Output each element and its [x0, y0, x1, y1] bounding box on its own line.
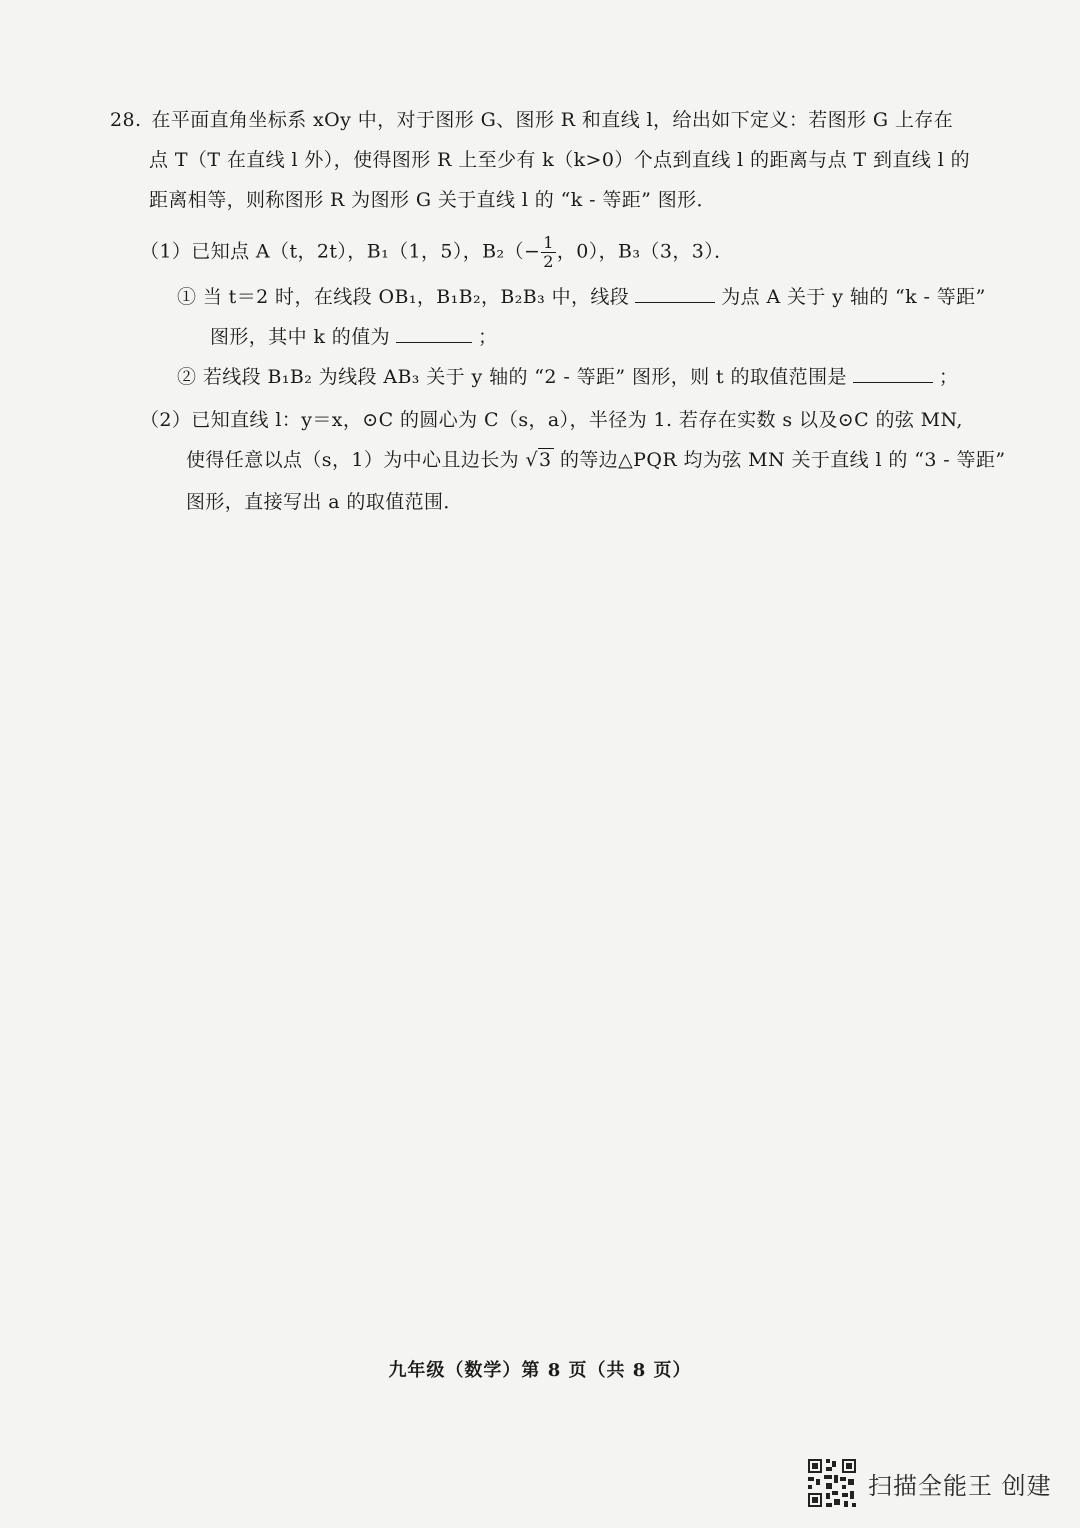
part1-sub1-line-2 [210, 322, 497, 351]
sqrt-three: 3 [539, 449, 552, 471]
fraction-one-half [541, 234, 556, 271]
sub1-text-c: 图形，其中 k 的值为 [210, 326, 390, 348]
part1-lead-b: ，0），B₃（3，3）． [556, 240, 734, 263]
question-intro-line-2: 点 T（T 在直线 l 外），使得图形 R 上至少有 k（k>0）个点到直线 l 的距离与点 T 到直线 l 的 [149, 149, 971, 171]
scanner-watermark [806, 1457, 1052, 1509]
sub2-text-a: ② 若线段 B₁B₂ 为线段 AB₃ 关于 y 轴的 “2 - 等距” 图形，则 t 的取值范围是 [177, 366, 847, 388]
part2-text-b: 的等边△PQR 均为弦 MN 关于直线 l 的 “3 - 等距” [559, 449, 1006, 471]
scanner-watermark-text: 扫描全能王 创建 [868, 1471, 1052, 1500]
sub1-text-a: ① 当 t＝2 时，在线段 OB₁，B₁B₂，B₂B₃ 中，线段 [177, 286, 630, 308]
question-intro-line-1 [110, 106, 953, 134]
intro-text-1: 在平面直角坐标系 xOy 中，对于图形 G、图形 R 和直线 l，给出如下定义：若图形 G 上存在 [151, 109, 954, 131]
part1-given-points [140, 234, 734, 271]
question-number: 28. [110, 109, 142, 131]
sub1-text-d: ； [478, 326, 498, 348]
part1-sub2-line [177, 362, 958, 391]
part2-text-a: 使得任意以点（s，1）为中心且边长为 [186, 449, 520, 471]
part2-line-3: 图形，直接写出 a 的取值范围． [186, 491, 463, 513]
qr-code-icon [806, 1457, 858, 1509]
part2-line-1: （2）已知直线 l：y＝x，⊙C 的圆心为 C（s，a），半径为 1. 若存在实数 s 以及⊙C 的弦 MN, [140, 409, 963, 431]
part1-sub1-line-1 [177, 282, 986, 311]
part2-line-2 [186, 446, 1005, 474]
sub2-text-b: ； [938, 366, 959, 388]
page-footer: 九年级（数学）第 8 页（共 8 页） [388, 1360, 692, 1381]
answer-blank-t-range[interactable] [853, 362, 933, 383]
question-intro-line-3: 距离相等，则称图形 R 为图形 G 关于直线 l 的 “k - 等距” 图形． [149, 189, 716, 211]
answer-blank-segment[interactable] [635, 282, 715, 303]
fraction-numerator: 1 [543, 233, 554, 252]
part1-lead-a: （1）已知点 A（t，2t），B₁（1，5），B₂（− [140, 240, 541, 263]
sqrt-symbol: √ [525, 449, 539, 471]
sub1-text-b: 为点 A 关于 y 轴的 “k - 等距” [721, 286, 986, 308]
fraction-denominator: 2 [543, 252, 554, 271]
answer-blank-k[interactable] [396, 322, 472, 343]
